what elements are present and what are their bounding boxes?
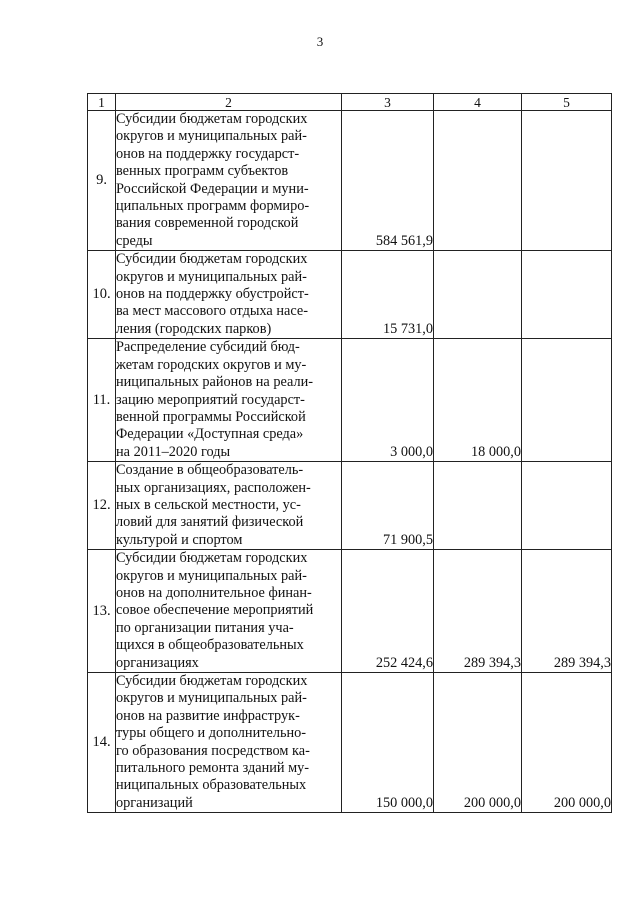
row-number: 12.	[88, 462, 116, 550]
column-header-2: 2	[116, 94, 342, 111]
row-description	[116, 339, 342, 462]
description-line: среды	[116, 232, 153, 249]
description-line: питального ремонта зданий му-	[116, 760, 310, 777]
description-line: Субсидии бюджетам городских	[116, 111, 308, 127]
description-line: ципальных программ формиро-	[116, 198, 310, 215]
description-line: венных программ субъектов	[116, 163, 289, 180]
value-col-5: 289 394,3	[522, 550, 612, 673]
description-line: ниципальных районов на реали-	[116, 374, 314, 391]
description-line: по организации питания уча-	[116, 619, 294, 636]
description-line: организаций	[116, 794, 193, 811]
description-line: организациях	[116, 654, 199, 671]
column-header-5: 5	[522, 94, 612, 111]
value-col-3: 3 000,0	[342, 339, 434, 462]
table-row	[88, 339, 612, 462]
value-col-3: 252 424,6	[342, 550, 434, 673]
description-line: ления (городских парков)	[116, 320, 272, 337]
value-col-5	[522, 462, 612, 550]
row-description	[116, 673, 342, 813]
description-line: округов и муниципальных рай-	[116, 690, 307, 707]
row-number: 9.	[88, 111, 116, 251]
table-body	[88, 111, 612, 813]
description-line: Субсидии бюджетам городских	[116, 251, 308, 268]
table-row	[88, 673, 612, 813]
description-line: округов и муниципальных рай-	[116, 268, 307, 285]
row-description	[116, 550, 342, 673]
description-line: го образования посредством ка-	[116, 742, 310, 759]
description-line: Субсидии бюджетам городских	[116, 673, 308, 689]
value-col-4: 200 000,0	[434, 673, 522, 813]
description-line: Создание в общеобразователь-	[116, 462, 304, 479]
description-line: ловий для занятий физической	[116, 514, 304, 531]
description-line: туры общего и дополнительно-	[116, 725, 307, 742]
description-line: щихся в общеобразовательных	[116, 637, 304, 654]
page-number: 3	[316, 34, 324, 49]
value-col-4	[434, 111, 522, 251]
column-header-3: 3	[342, 94, 434, 111]
value-col-3: 71 900,5	[342, 462, 434, 550]
description-line: Распределение субсидий бюд-	[116, 339, 300, 356]
table-row	[88, 550, 612, 673]
description-line: вания современной городской	[116, 215, 299, 232]
description-line: онов на поддержку государст-	[116, 145, 300, 162]
description-line: на 2011–2020 годы	[116, 443, 231, 460]
table-row	[88, 462, 612, 550]
description-line: жетам городских округов и му-	[116, 356, 307, 373]
value-col-4	[434, 251, 522, 339]
description-line: Субсидии бюджетам городских	[116, 550, 308, 567]
description-line: Федерации «Доступная среда»	[116, 426, 304, 443]
value-col-3: 584 561,9	[342, 111, 434, 251]
value-col-5: 200 000,0	[522, 673, 612, 813]
description-line: округов и муниципальных рай-	[116, 128, 307, 145]
description-line: ва мест массового отдыха насе-	[116, 303, 308, 320]
description-line: венной программы Российской	[116, 408, 306, 425]
description-line: Российской Федерации и муни-	[116, 180, 309, 197]
value-col-3: 15 731,0	[342, 251, 434, 339]
header-row	[88, 94, 612, 111]
row-description	[116, 462, 342, 550]
value-col-4	[434, 462, 522, 550]
subsidy-table	[87, 93, 612, 813]
description-line: онов на поддержку обустройст-	[116, 286, 309, 303]
description-line: онов на дополнительное финан-	[116, 584, 312, 601]
value-col-5	[522, 251, 612, 339]
description-line: округов и муниципальных рай-	[116, 567, 307, 584]
description-line: онов на развитие инфраструк-	[116, 707, 300, 724]
column-header-1: 1	[88, 94, 116, 111]
row-number: 10.	[88, 251, 116, 339]
table-row	[88, 111, 612, 251]
value-col-4: 289 394,3	[434, 550, 522, 673]
description-line: ниципальных образовательных	[116, 777, 307, 794]
description-line: совое обеспечение мероприятий	[116, 602, 314, 619]
row-description	[116, 111, 342, 251]
column-header-4: 4	[434, 94, 522, 111]
description-line: ных организациях, расположен-	[116, 479, 311, 496]
description-line: культурой и спортом	[116, 531, 243, 548]
description-line: зацию мероприятий государст-	[116, 391, 305, 408]
value-col-5	[522, 111, 612, 251]
value-col-5	[522, 339, 612, 462]
description-line: ных в сельской местности, ус-	[116, 496, 301, 513]
table-row	[88, 251, 612, 339]
row-number: 14.	[88, 673, 116, 813]
row-number: 11.	[88, 339, 116, 462]
value-col-4: 18 000,0	[434, 339, 522, 462]
row-number: 13.	[88, 550, 116, 673]
row-description	[116, 251, 342, 339]
value-col-3: 150 000,0	[342, 673, 434, 813]
